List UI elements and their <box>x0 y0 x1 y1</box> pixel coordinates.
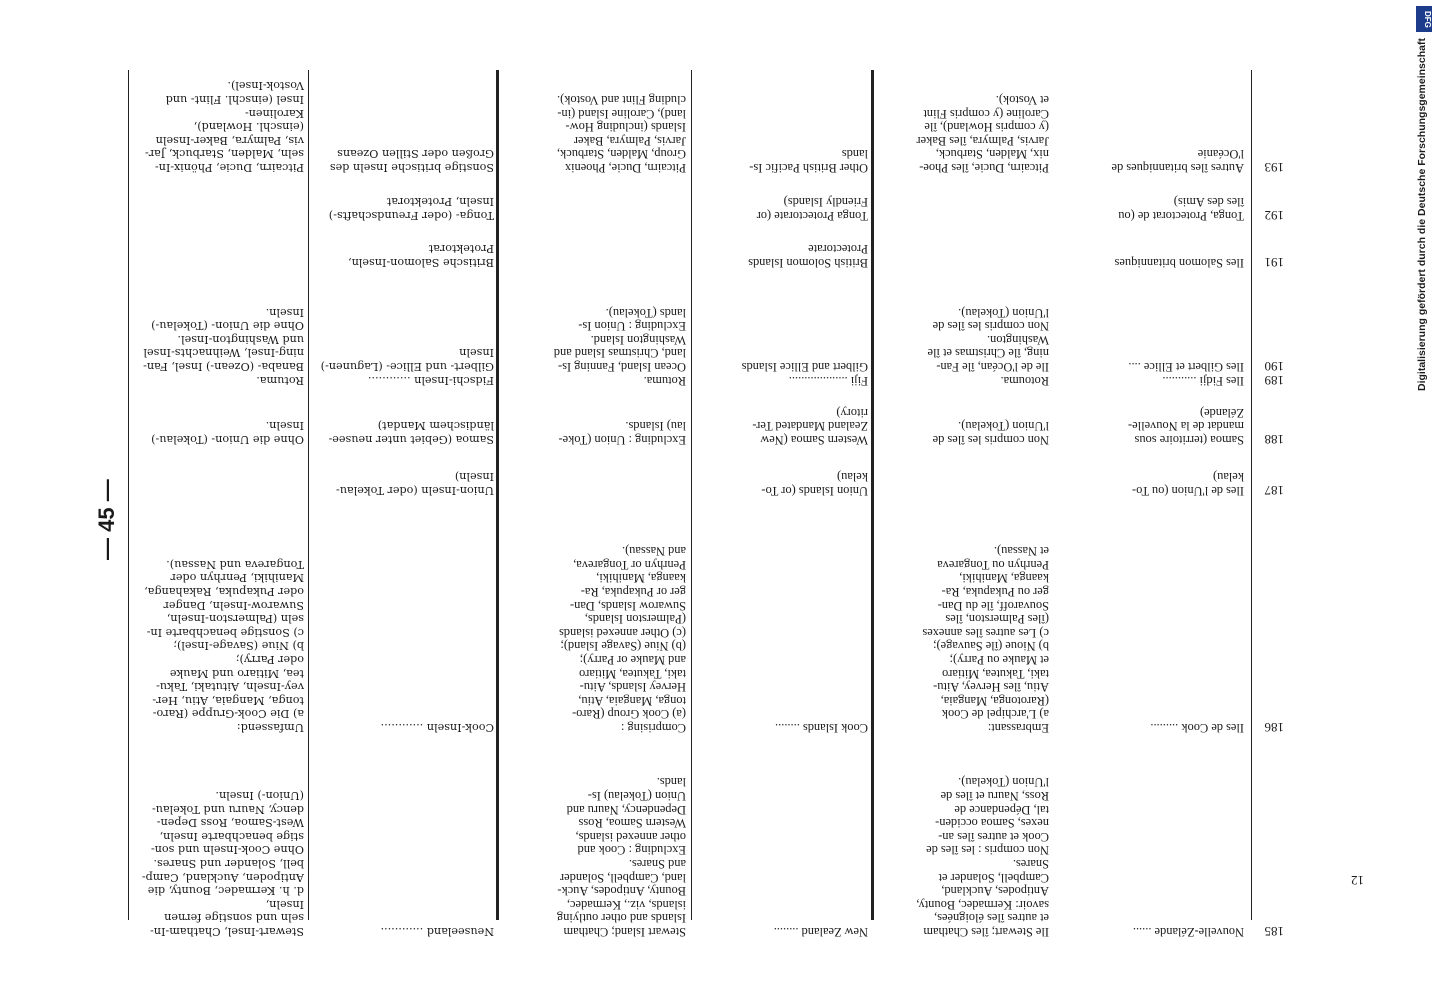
row-187-fr-name: Iles de l'Union (ou To- kelau) <box>1132 470 1244 498</box>
row-189-num: 189 <box>1264 373 1284 388</box>
row-185-de-detail: Stewart-Insel, Chatham-In- seln und sonstige fernen Inseln, d. h. Kermadec, Bounty, die Antipoden, Auckland, Camp- bell, Solander und Snares. Ohne Cook-Inseln und son- stige benachbarte Inseln, West-Samoa, Ross Depen- dency, Nauru und Tokelau- (Union-) Inseln. <box>141 789 304 938</box>
row-193-fr-detail: Pitcairn, Ducie, îles Phoe- nix, Malden, Starbuck, Jarvis, Palmyra, îles Baker (y compris Howland), île Caroline (y compris Flint et Vostok). <box>916 93 1049 175</box>
row-187-en-name: Union Islands (or To- kelau) <box>761 470 868 498</box>
row-187-de-name: Union-Inseln (oder Tokelau- Inseln) <box>335 470 494 497</box>
row-193-en-detail: Pitcairn, Ducie, Phoenix Group, Malden, Starbuck, Jarvis, Palmyra, Baker Islands (including How- land), Caroline Island (in- cluding Flint and Vostok). <box>556 93 686 175</box>
row-191-de-name: Britische Salomon-Inseln, Protektorat <box>348 242 494 269</box>
rule-fr-en <box>871 70 874 920</box>
row-192-fr-name: Tonga, Protectorat de (ou îles des Amis) <box>1118 195 1244 223</box>
row-192-num: 192 <box>1264 208 1284 223</box>
row-186-en-detail: Comprising : (a) Cook Group (Raro- tonga, Mangaia, Atiu, Hervey Islands, Aitu- taki, Takutea, Mitiaro and Mauke or Parry); (b) Niue (Savage Island); (c) Other annexed islands (Palmerston Islands, Suwarow Islands, Dan- ger or Pukapuka, Ra- kaanga, Manihiki, Penrhyn or Tongareva, and Nassau). <box>559 544 686 735</box>
row-186-fr-detail: Embrassant: a) L'archipel de Cook (Rarotonga, Mangaia, Atiu, îles Hervey, Aitu- taki, Takutea, Mitiaro et Mauke ou Parry); b) Nioue (île Sauvage); c) Les autres îles annexes (îles Palmerston, îles Souvaroff, île du Dan- ger ou Pukapuka, Ra- kaanga, Manihiki, Penrhyn ou Tongareva et Nassau). <box>922 544 1049 735</box>
row-189-de-detail: Rotuma. <box>256 374 304 387</box>
rule-mid-right <box>308 70 309 920</box>
row-190-num: 190 <box>1264 359 1284 374</box>
row-192-de-name: Tonga- (oder Freundschafts-) Inseln, Protektorat <box>328 195 494 222</box>
row-185-de-name: Neuseeland ............ <box>380 925 494 938</box>
page-number: 12 <box>1351 873 1364 888</box>
row-190-fr-detail: Ile de l'Océan, île Fan- ning, île Christmas et île Washington. Non compris les îles de l'Union (Tokelau). <box>927 305 1049 374</box>
row-188-fr-name: Samoa (territoire sous mandat de la Nouvelle- Zélande) <box>1128 405 1244 447</box>
row-188-en-name: Western Samoa (New Zealand Mandated Ter- ritory) <box>752 405 868 447</box>
row-185-fr-name: Nouvelle-Zélande ...... <box>1132 925 1244 939</box>
rule-de-mid <box>496 70 499 920</box>
dfg-logo: DFG <box>1416 6 1432 32</box>
row-189-fr-detail: Rotouma. <box>1000 374 1049 388</box>
row-185-en-detail: Stewart Island; Chatham Islands and other outlying islands, viz., Kermadec, Bounty, Antipodes, Auck- land, Campbell, Solander and Snares. Excluding : Cook and other annexed islands, Western Samoa, Ross Dependency, Nauru and Union (Tokelau) Is- lands. <box>556 775 686 939</box>
rule-num-fr <box>1251 70 1252 920</box>
rule-en-de <box>691 70 692 920</box>
row-187-num: 187 <box>1264 483 1284 498</box>
row-192-en-name: Tonga Protectorate (or Friendly Islands) <box>756 195 868 223</box>
row-185-en-name: New Zealand ........ <box>773 925 868 939</box>
row-186-fr-name: Iles de Cook ......... <box>1150 721 1244 735</box>
row-186-de-name: Cook-Inseln ............ <box>380 721 494 734</box>
row-188-fr-detail: Non compris les îles de l'Union (Tokelau). <box>932 419 1049 447</box>
row-186-num: 186 <box>1264 720 1284 735</box>
row-186-en-name: Cook Islands ........ <box>775 721 868 735</box>
row-188-de-name: Samoa (Gebiet unter neusee- ländischem Mandat) <box>328 419 494 446</box>
row-189-de-name: Fidschi-Inseln ............ <box>367 374 494 387</box>
row-193-de-name: Sonstige britische Inseln des Großen oder Stillen Ozeans <box>329 147 494 174</box>
page-header: — 45 — <box>94 479 119 560</box>
row-189-en-name: Fiji ................... <box>788 374 868 388</box>
row-191-num: 191 <box>1264 255 1284 270</box>
dfg-credit <box>1416 6 1434 398</box>
row-186-de-detail: Umfassend: a) Die Cook-Gruppe (Raro- tonga, Mangaia, Atiu, Her- vey-Inseln, Aitutaki, Taku- tea, Mitiaro und Mauke oder Parry); b) Niue (Savage-Insel); c) Sonstige benachbarte In- seln (Palmerston-Inseln, Suwarow-Inseln, Danger oder Pukapuka, Rakahanga, Manihiki, Penrhyn oder Tongareva und Nassau). <box>144 557 304 734</box>
row-191-fr-name: Iles Salomon britanniques <box>1114 256 1244 270</box>
row-190-en-detail: Ocean Island, Fanning Is- land, Christmas Island and Washington Island. Excluding : Union Is- lands (Tokelau). <box>553 305 686 374</box>
row-190-fr-name: Iles Gilbert et Ellice .... <box>1128 360 1244 374</box>
row-193-fr-name: Autres îles britanniques de l'Océanie <box>1111 147 1244 175</box>
row-190-de-detail: Banaba- (Ozean-) Insel, Fan- ning-Insel, Weihnachts-Insel und Washington-Insel. Ohne die Union- (Tokelau-) Inseln. <box>143 305 304 373</box>
row-193-num: 193 <box>1264 160 1284 175</box>
row-185-num: 185 <box>1264 924 1284 939</box>
row-189-fr-name: Iles Fidji ........... <box>1162 374 1244 388</box>
row-193-de-detail: Pitcairn, Ducie, Phönix-In- seln, Malden, Starbuck, Jar- vis, Palmyra, Baker-Inseln (einschl. Howland), Karolinen- Insel (einschl. Flint- und Vostok-Insel). <box>144 79 304 174</box>
row-190-de-name: Gilbert- und Ellice- (Lagunen-) Inseln <box>320 346 494 373</box>
row-190-en-name: Gilbert and Ellice Islands <box>741 360 868 374</box>
row-191-en-name: British Solomon Islands Protectorate <box>748 242 868 270</box>
row-188-en-detail: Excluding : Union (Toke- lau) Islands. <box>558 419 686 447</box>
row-185-fr-detail: Ile Stewart; îles Chatham et autres îles éloignées, savoir: Kermadec, Bounty, Antipodes, Auckland, Campbell, Solander et Snares. Non compris : les îles de Cook et autres îles an- nexes, Samoa occiden- tal, Dépendance de Ross, Nauru et îles de l'Union (Tokelau). <box>916 775 1049 939</box>
row-188-de-detail: Ohne die Union- (Tokelau-) Inseln. <box>151 419 304 446</box>
credit-text: Digitalisierung gefördert durch die Deutsche Forschungsgemeinschaft <box>1416 38 1428 391</box>
row-189-en-detail: Rotuma. <box>643 374 686 388</box>
row-188-num: 188 <box>1264 432 1284 447</box>
row-193-en-name: Other British Pacific Is- lands <box>749 147 868 175</box>
